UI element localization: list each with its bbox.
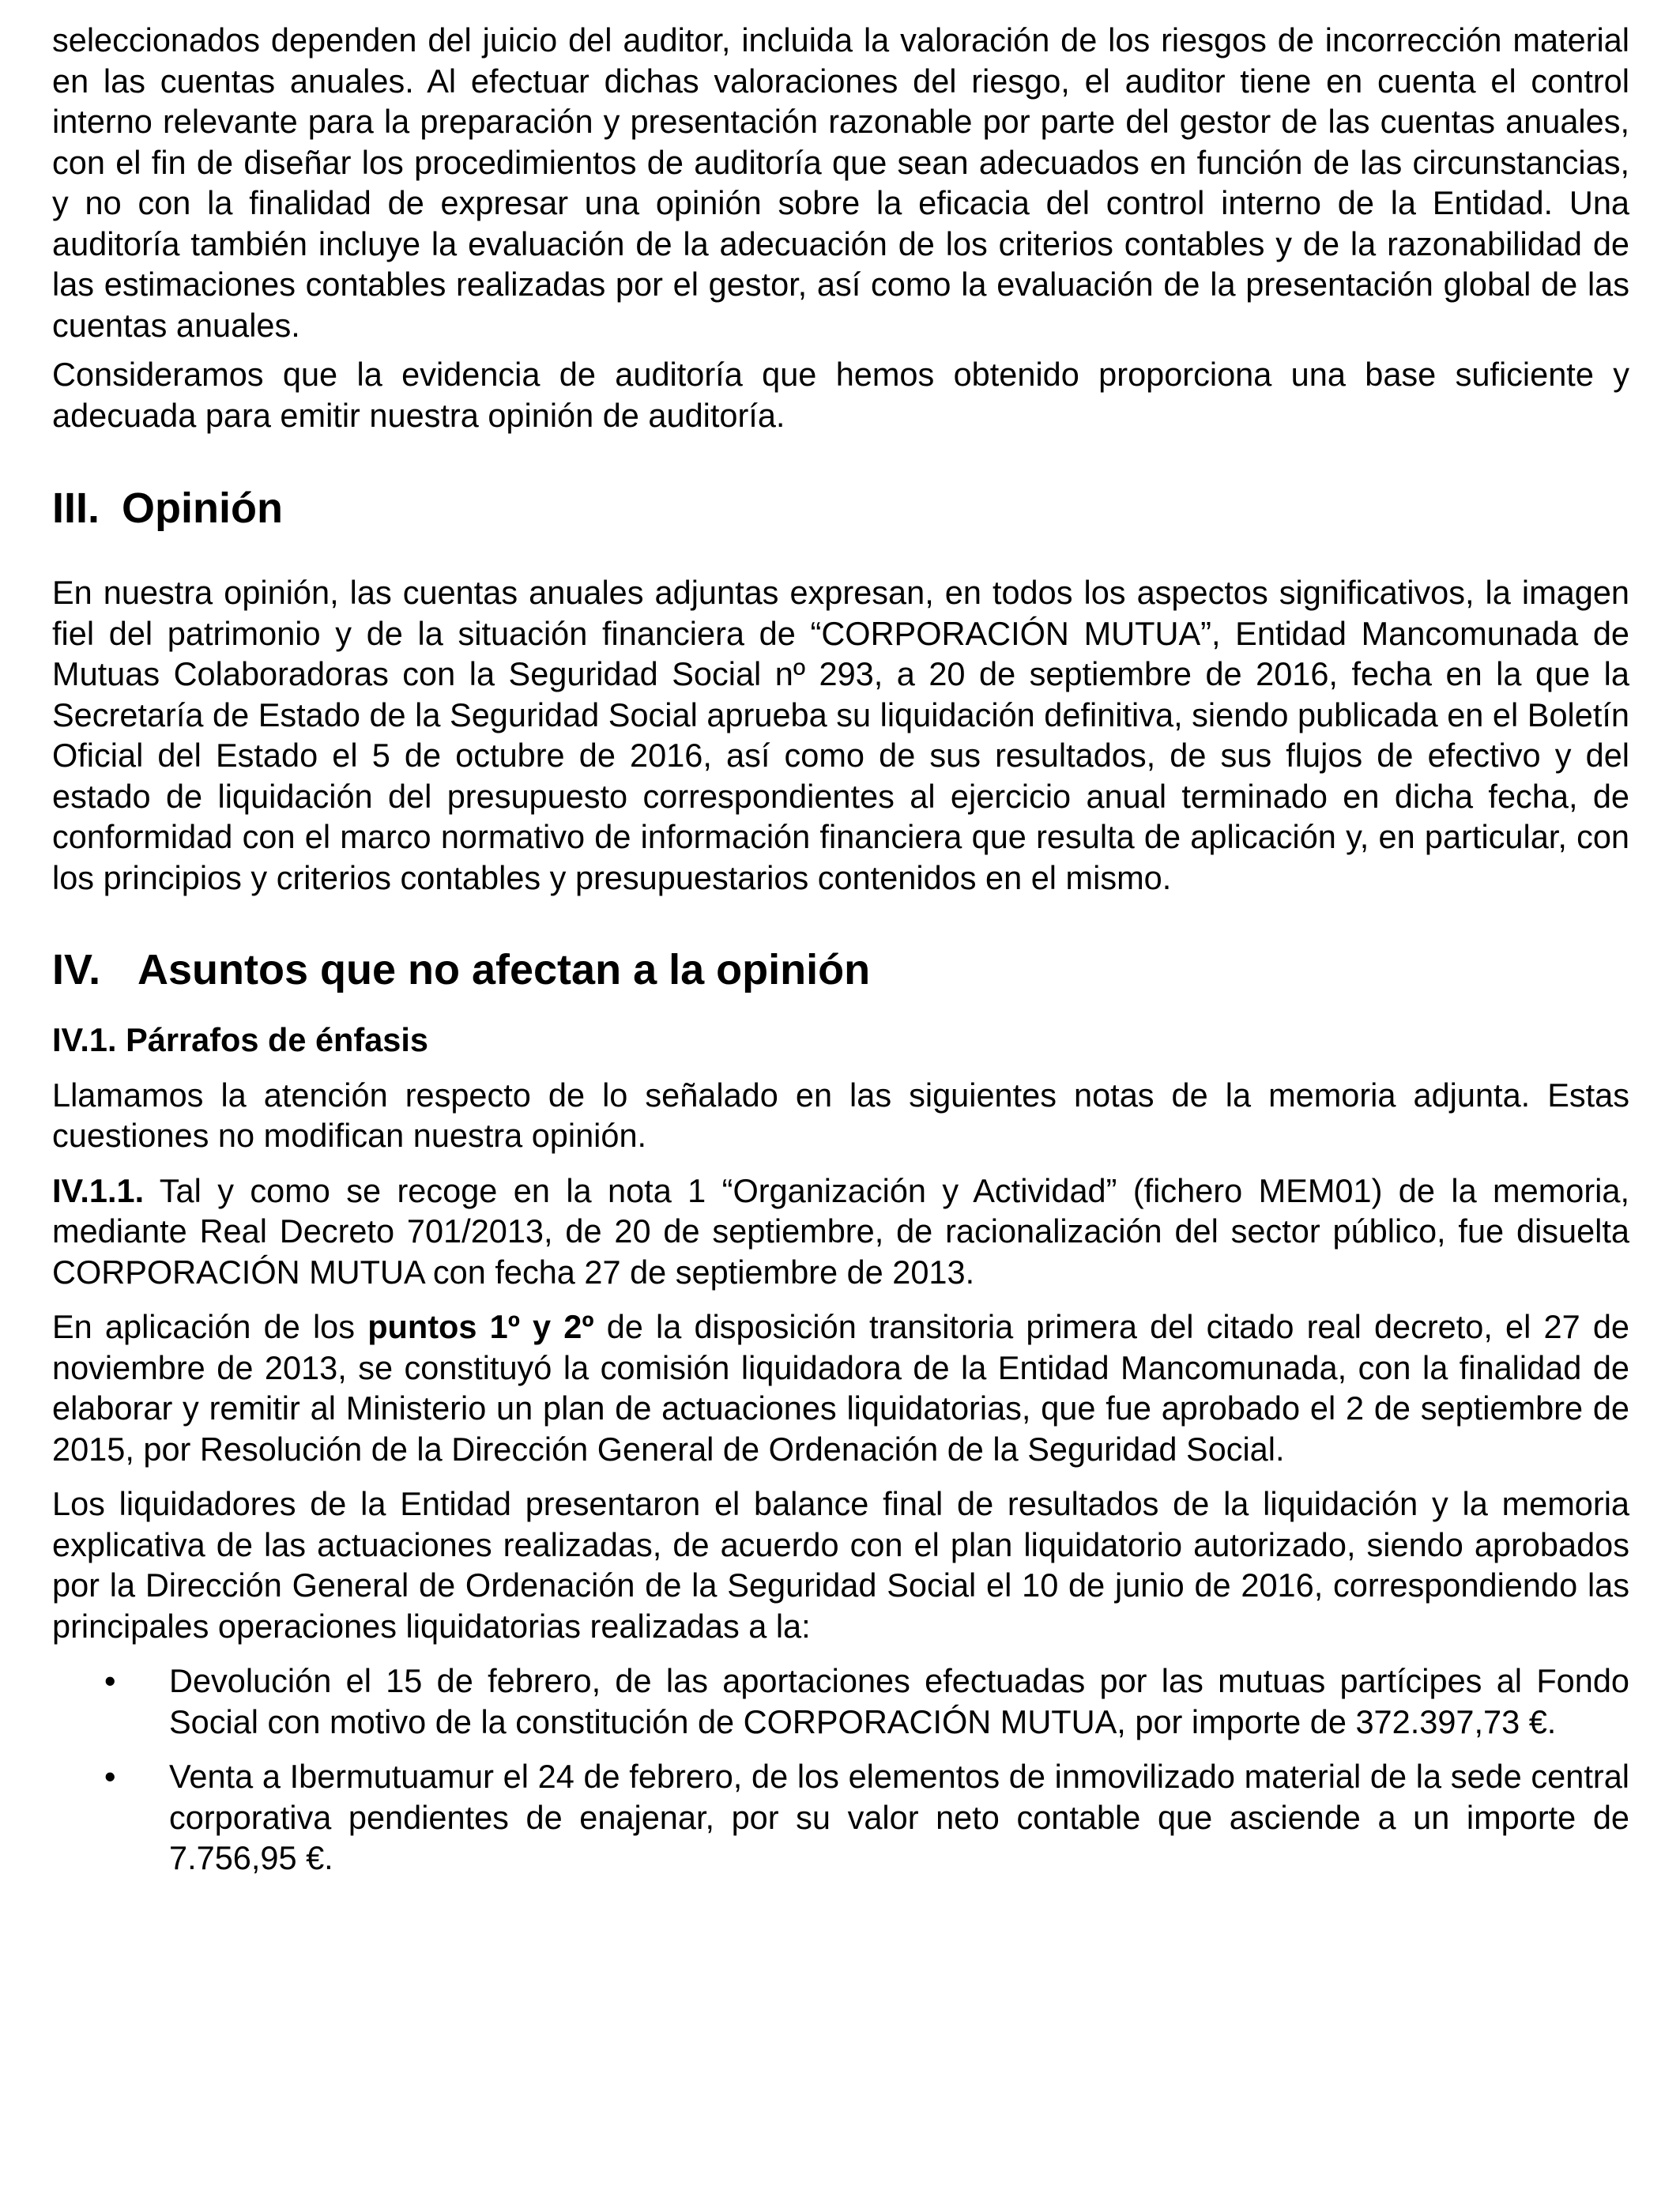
paragraph-note-1 — [52, 1171, 1629, 1293]
text-run: de la disposición transitoria primera del citado real decreto, el 27 de noviembre de 2013, se constituyó la comisión liquidadora de la Entidad Mancomunada, con la finalidad de elaborar y remitir al Ministerio un plan de actuaciones liquidatorias, que fue aprobado el 2 de septiembre de 2015, por Resolución de la Dirección General de Ordenación de la Seguridad Social. — [52, 1308, 1629, 1468]
section-title: Asuntos que no afectan a la opinión — [137, 946, 871, 993]
note-text: Tal y como se recoge en la nota 1 “Organización y Actividad” (fichero MEM01) de la memoria, mediante Real Decreto 701/2013, de 20 de septiembre, de racionalización del sector público, fue disuelta CORPORACIÓN MUTUA con fecha 27 de septiembre de 2013. — [52, 1171, 1629, 1291]
paragraph-transitory-provision — [52, 1306, 1629, 1469]
subsection-heading-emphasis: IV.1. Párrafos de énfasis — [52, 1021, 428, 1058]
bullet-icon: • — [104, 1662, 116, 1699]
text-run: En aplicación de los — [52, 1308, 368, 1345]
list-item — [52, 1756, 1629, 1879]
section-heading-matters — [52, 944, 1629, 995]
list-item-text: Devolución el 15 de febrero, de las aportaciones efectuadas por las mutuas partícipes al Fondo Social con motivo de la constitución de CORPORACIÓN MUTUA, por importe de 372.397,73 €. — [169, 1662, 1629, 1740]
list-item-text: Venta a Ibermutuamur el 24 de febrero, de los elementos de inmovilizado material de la sede central corporativa pendientes de enajenar, por su valor neto contable que asciende a un importe de 7.756,95 €. — [169, 1758, 1629, 1876]
bold-text-run: puntos 1º y 2º — [367, 1308, 594, 1345]
section-number: III. — [52, 484, 100, 532]
list-item — [52, 1661, 1629, 1742]
paragraph-emphasis-intro: Llamamos la atención respecto de lo señalado en las siguientes notas de la memoria adjunta. Estas cuestiones no modifican nuestra opinión. — [52, 1076, 1629, 1154]
paragraph-opinion: En nuestra opinión, las cuentas anuales adjuntas expresan, en todos los aspectos significativos, la imagen fiel del patrimonio y de la situación financiera de “CORPORACIÓN MUTUA”, Entidad Mancomunada de Mutuas Colaboradoras con la Seguridad Social nº 293, a 20 de septiembre de 2016, fecha en la que la Secretaría de Estado de la Seguridad Social aprueba su liquidación definitiva, siendo publicada en el Boletín Oficial del Estado el 5 de octubre de 2016, así como de sus resultados, de sus flujos de efectivo y del estado de liquidación del presupuesto correspondientes al ejercicio anual terminado en dicha fecha, de conformidad con el marco normativo de información financiera que resulta de aplicación y, en particular, con los principios y criterios contables y presupuestarios contenidos en el mismo. — [52, 574, 1629, 896]
paragraph-liquidators: Los liquidadores de la Entidad presentaron el balance final de resultados de la liquidación y la memoria explicativa de las actuaciones realizadas, de acuerdo con el plan liquidatorio autorizado, siendo aprobados por la Dirección General de Ordenación de la Seguridad Social el 10 de junio de 2016, correspondiendo las principales operaciones liquidatorias realizadas a la: — [52, 1485, 1629, 1645]
liquidation-operations-list — [52, 1661, 1629, 1879]
note-label: IV.1.1. — [52, 1171, 145, 1209]
document-page — [52, 0, 1629, 1879]
section-title: Opinión — [122, 484, 283, 532]
section-number: IV. — [52, 946, 101, 993]
bullet-icon: • — [104, 1758, 116, 1795]
section-heading-opinion — [52, 483, 1629, 533]
paragraph-audit-procedures: seleccionados dependen del juicio del auditor, incluida la valoración de los riesgos de incorrección material en las cuentas anuales. Al efectuar dichas valoraciones del riesgo, el auditor tiene en cuenta el control interno relevante para la preparación y presentación razonable por parte del gestor de las cuentas anuales, con el fin de diseñar los procedimientos de auditoría que sean adecuados en función de las circunstancias, y no con la finalidad de expresar una opinión sobre la eficacia del control interno de la Entidad. Una auditoría también incluye la evaluación de la adecuación de los criterios contables y de la razonabilidad de las estimaciones contables realizadas por el gestor, así como la evaluación de la presentación global de las cuentas anuales. — [52, 21, 1629, 344]
paragraph-audit-evidence: Consideramos que la evidencia de auditoría que hemos obtenido proporciona una base suficiente y adecuada para emitir nuestra opinión de auditoría. — [52, 356, 1629, 434]
